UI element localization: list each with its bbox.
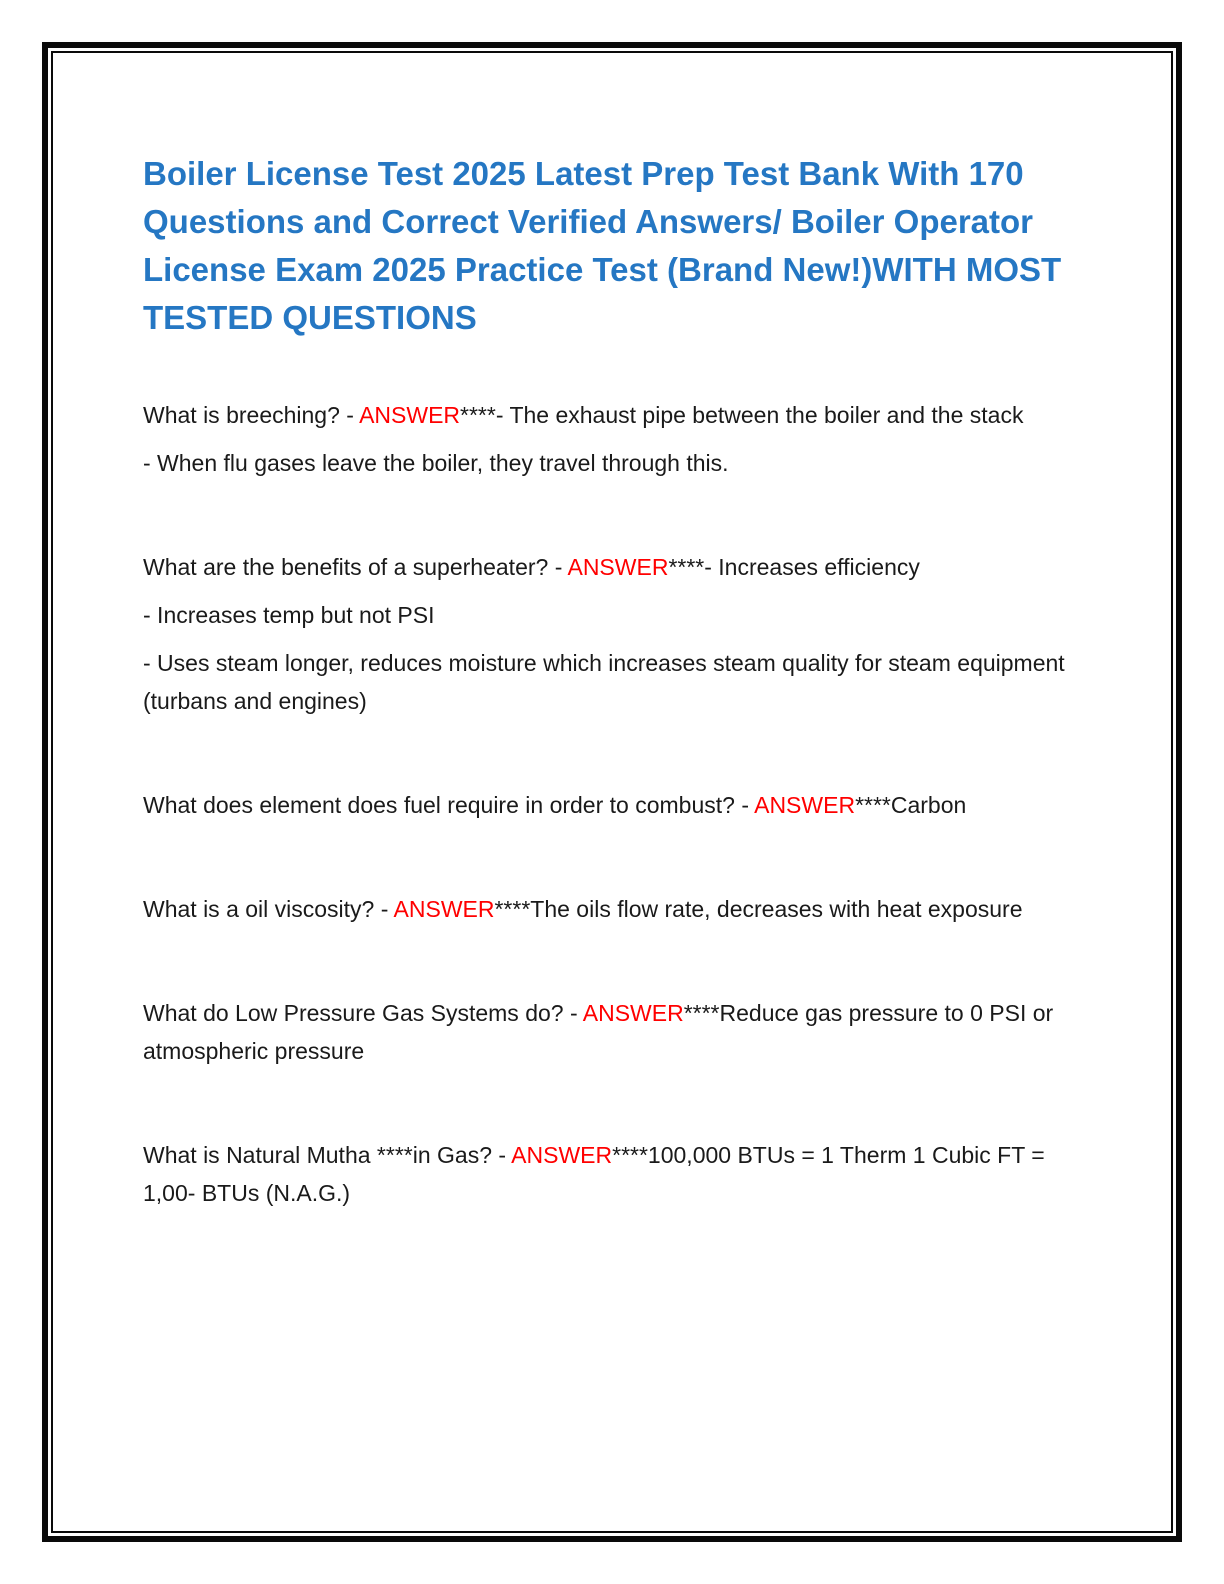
document-title: Boiler License Test 2025 Latest Prep Test Bank With 170 Questions and Correct Verified Answers/ Boiler Operator License Exam 2025 Practice Test (Brand New!)WITH MOST TESTED QUESTIONS: [143, 155, 1062, 336]
qa-block: [143, 548, 1071, 720]
question-answer-line: [143, 786, 1071, 824]
answer-label: ANSWER: [754, 792, 856, 818]
question-text: What is a oil viscosity? -: [143, 896, 394, 922]
followup-line: - When flu gases leave the boiler, they travel through this.: [143, 450, 729, 476]
question-text: What is Natural Mutha ****in Gas? -: [143, 1142, 512, 1168]
question-text: What is breeching? -: [143, 402, 360, 428]
qa-block: [143, 786, 1071, 824]
question-answer-line: [143, 994, 1071, 1070]
answer-tail: ****- The exhaust pipe between the boiler and the stack: [460, 402, 1024, 428]
page-content: [143, 150, 1071, 1278]
answer-tail: ****The oils flow rate, decreases with heat exposure: [494, 896, 1023, 922]
question-answer-line: [143, 396, 1071, 434]
answer-tail: ****Reduce gas pressure to 0 PSI or atmospheric pressure: [143, 1000, 1054, 1064]
answer-label: ANSWER: [359, 402, 461, 428]
answer-tail: ****Carbon: [855, 792, 967, 818]
qa-block: [143, 396, 1071, 482]
question-text: What does element does fuel require in order to combust? -: [143, 792, 755, 818]
answer-label: ANSWER: [567, 554, 669, 580]
qa-block: [143, 1136, 1071, 1212]
followup-line: - Uses steam longer, reduces moisture which increases steam quality for steam equipment (turbans and engines): [143, 650, 1065, 714]
answer-tail: ****- Increases efficiency: [668, 554, 920, 580]
question-answer-line: [143, 548, 1071, 586]
answer-label: ANSWER: [582, 1000, 684, 1026]
question-answer-line: [143, 1136, 1071, 1212]
qa-block: [143, 994, 1071, 1070]
answer-label: ANSWER: [511, 1142, 613, 1168]
question-answer-line: [143, 890, 1071, 928]
question-text: What are the benefits of a superheater? -: [143, 554, 568, 580]
answer-label: ANSWER: [393, 896, 495, 922]
question-text: What do Low Pressure Gas Systems do? -: [143, 1000, 583, 1026]
answer-tail: ****100,000 BTUs = 1 Therm 1 Cubic FT = 1,00- BTUs (N.A.G.): [143, 1142, 1045, 1206]
qa-block: [143, 890, 1071, 928]
followup-line: - Increases temp but not PSI: [143, 602, 435, 628]
